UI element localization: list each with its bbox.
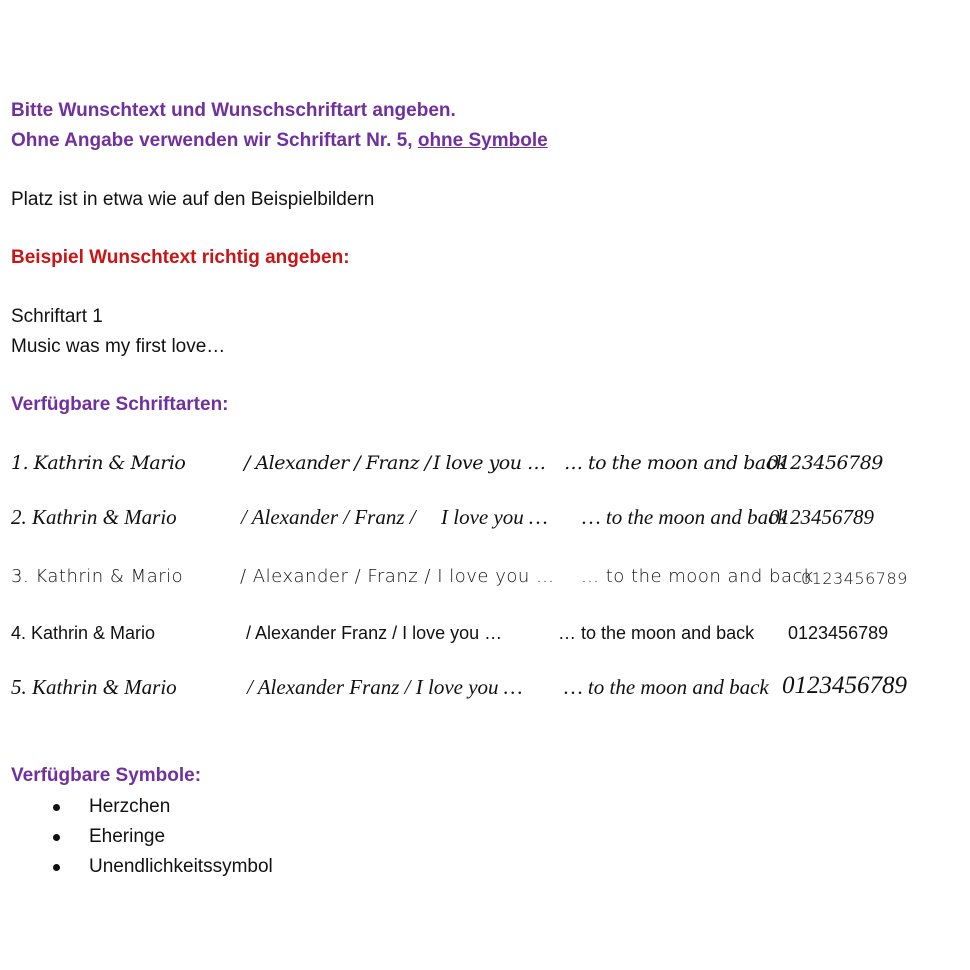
- font-4-digits: 0123456789: [788, 623, 889, 643]
- font-2-moon: … to the moon and back: [582, 505, 787, 529]
- bullet-icon: [53, 804, 60, 811]
- font-5-digits: 0123456789: [782, 672, 907, 699]
- list-item: [48, 792, 273, 822]
- font-3-moon: … to the moon and back: [581, 566, 814, 587]
- space-note: Platz ist in etwa wie auf den Beispielbildern: [11, 189, 375, 210]
- list-item: [48, 852, 273, 882]
- font-4-moon: … to the moon and back: [558, 623, 755, 643]
- example-heading: Beispiel Wunschtext richtig angeben:: [11, 247, 350, 268]
- font-4-names: 4. Kathrin & Mario: [11, 623, 156, 643]
- font-4-names-2: / Alexander Franz / I love you …: [246, 623, 503, 643]
- symbols-list: [48, 792, 273, 882]
- symbol-label: Eheringe: [89, 826, 166, 847]
- bullet-icon: [53, 864, 60, 871]
- font-1-love: I love you …: [433, 452, 546, 474]
- intro-underlined-text: ohne Symbole: [417, 130, 548, 151]
- font-3-digits: 0123456789: [801, 569, 908, 588]
- font-5-moon: … to the moon and back: [564, 675, 769, 699]
- font-1-moon: … to the moon and back: [564, 452, 787, 474]
- font-2-love: I love you …: [441, 505, 548, 529]
- font-1-names-2: / Alexander / Franz /: [244, 452, 431, 474]
- fonts-heading: Verfügbare Schriftarten:: [11, 394, 229, 415]
- font-3-names-2: / Alexander / Franz / I love you …: [240, 566, 555, 587]
- example-font-line: Schriftart 1: [11, 306, 103, 327]
- list-item: [48, 822, 273, 852]
- bullet-icon: [53, 834, 60, 841]
- font-1-names: 1. Kathrin & Mario: [11, 452, 186, 474]
- example-text-line: Music was my first love…: [11, 336, 226, 357]
- font-2-names-2: / Alexander / Franz /: [241, 505, 416, 529]
- intro-line-1: Bitte Wunschtext und Wunschschriftart angeben.: [11, 100, 456, 121]
- font-2-digits: 0123456789: [769, 505, 874, 529]
- font-3-names: 3. Kathrin & Mario: [11, 566, 184, 587]
- font-5-names-2: / Alexander Franz / I love you …: [247, 675, 523, 699]
- font-2-names: 2. Kathrin & Mario: [11, 505, 177, 529]
- symbol-label: Herzchen: [89, 796, 171, 817]
- font-5-names: 5. Kathrin & Mario: [11, 675, 177, 699]
- intro-line-2-text: Ohne Angabe verwenden wir Schriftart Nr. 5,: [11, 130, 418, 151]
- font-1-digits: 0123456789: [767, 452, 883, 474]
- intro-line-2: [11, 129, 548, 153]
- symbol-label: Unendlichkeitssymbol: [89, 856, 273, 877]
- symbols-heading: Verfügbare Symbole:: [11, 765, 202, 786]
